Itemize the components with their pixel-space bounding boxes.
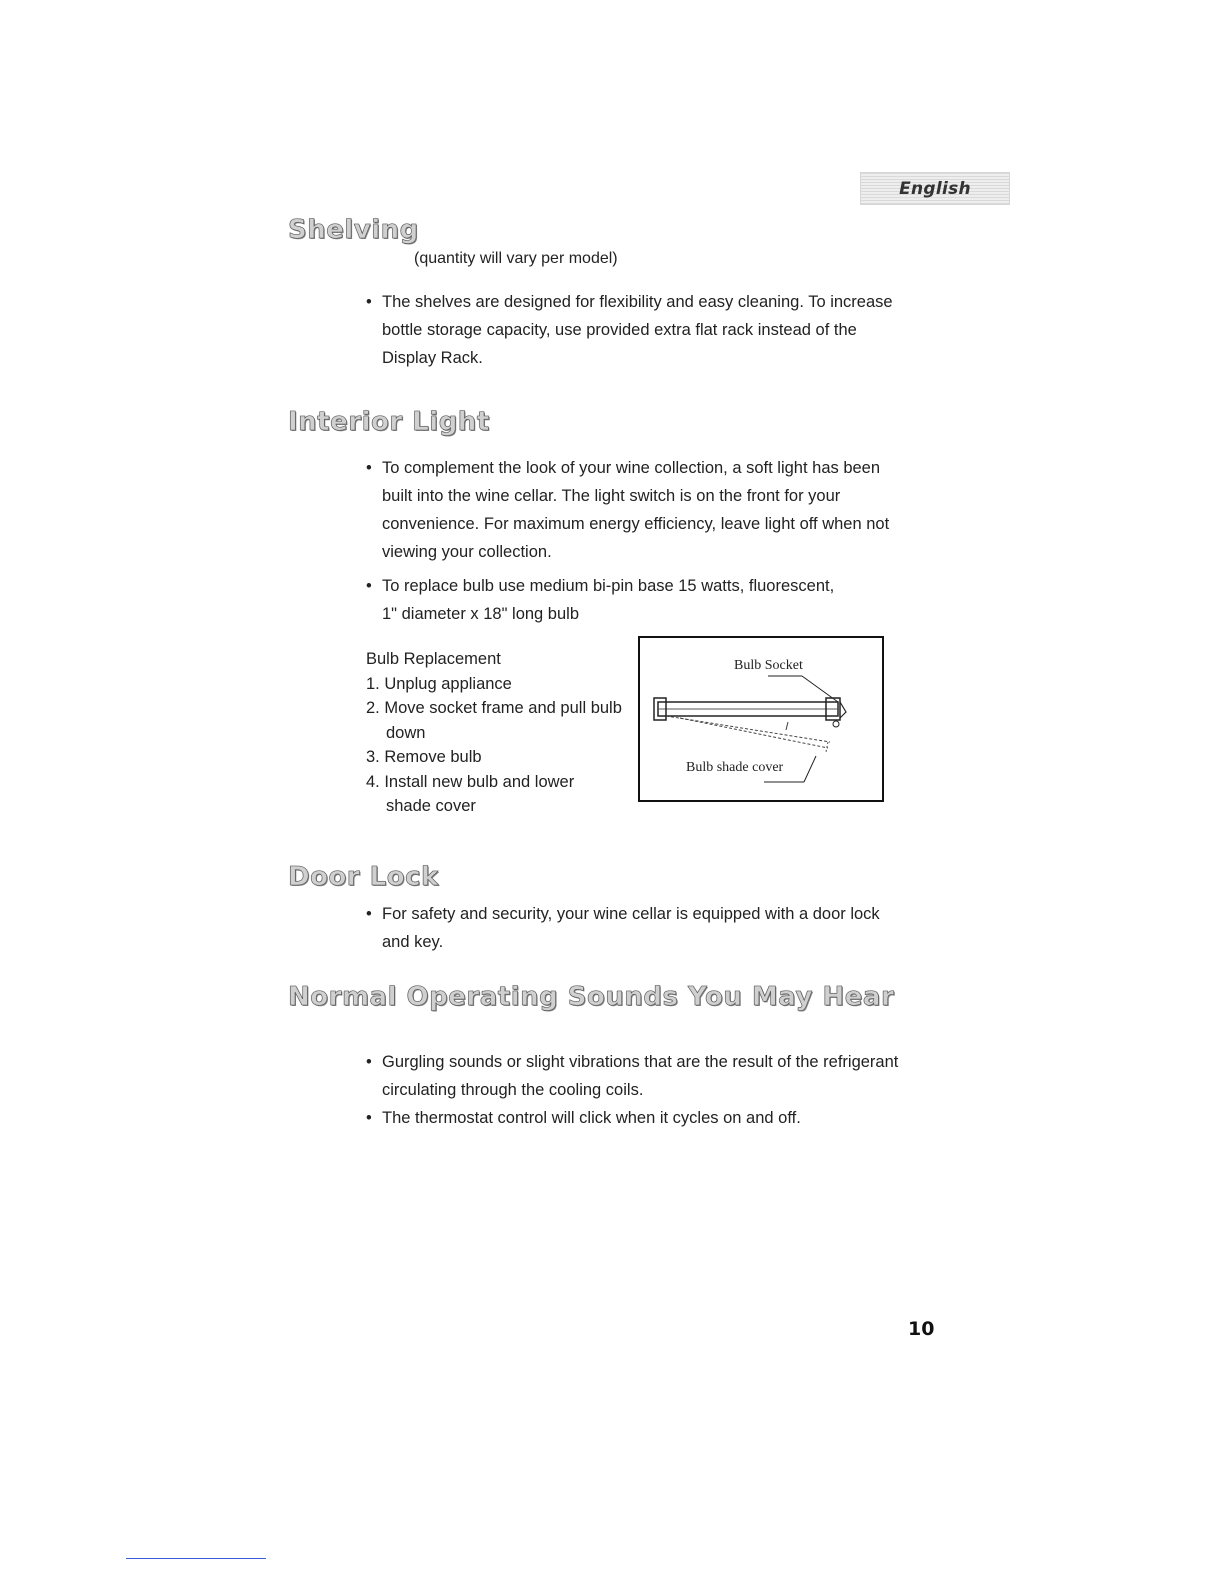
shelving-heading: Shelving	[288, 215, 419, 245]
interior-light-bullet-2: • To replace bulb use medium bi-pin base 15 watts, fluorescent, 1" diameter x 18" long bulb	[366, 572, 834, 628]
door-lock-bullet-1: • For safety and security, your wine cellar is equipped with a door lock and key.	[366, 900, 880, 956]
shelving-note: (quantity will vary per model)	[414, 250, 618, 267]
footer-rule	[126, 1558, 266, 1559]
shade-cover-edge	[826, 742, 828, 752]
shade-cover-tick	[786, 722, 788, 730]
language-tab: English	[860, 172, 1010, 205]
step-4-cont: shade cover	[386, 797, 476, 815]
bullet-dot: •	[366, 459, 372, 477]
shade-leader	[804, 756, 816, 782]
bulb-replacement-steps	[366, 647, 646, 819]
step-4: 4. Install new bulb and lower	[366, 772, 575, 791]
bullet-dot: •	[366, 577, 372, 595]
step-1: 1. Unplug appliance	[366, 674, 512, 693]
shelving-bullet-1: • The shelves are designed for flexibility and easy cleaning. To increase bottle storage capacity, use provided extra flat rack instead of the Display Rack.	[366, 288, 893, 372]
socket-leader	[802, 676, 838, 702]
sounds-heading: Normal Operating Sounds You May Hear	[288, 982, 895, 1012]
step-3: 3. Remove bulb	[366, 748, 482, 766]
interior-light-heading: Interior Light	[288, 407, 490, 437]
sounds-bullet-1: • Gurgling sounds or slight vibrations that are the result of the refrigerant circulating through the cooling coils.	[366, 1048, 898, 1104]
sounds-bullet-2: • The thermostat control will click when it cycles on and off.	[366, 1104, 801, 1132]
interior-light-bullet-1: • To complement the look of your wine collection, a soft light has been built into the wine cellar. The light switch is on the front for your convenience. For maximum energy efficiency, leave light off when not viewing your collection.	[366, 454, 889, 566]
step-2: 2. Move socket frame and pull bulb	[366, 699, 622, 717]
bullet-dot: •	[366, 293, 372, 311]
bulb-shade-cover-label: Bulb shade cover	[686, 760, 784, 775]
bulb-diagram	[638, 636, 884, 802]
bullet-dot: •	[366, 1053, 372, 1071]
door-lock-heading: Door Lock	[288, 862, 439, 892]
page-number: 10	[908, 1318, 935, 1340]
socket-pin	[833, 721, 839, 727]
socket-clip	[840, 702, 846, 718]
bullet-dot: •	[366, 905, 372, 923]
bulb-socket-label: Bulb Socket	[734, 658, 803, 673]
shade-cover-outline	[680, 718, 828, 748]
step-2-cont: down	[386, 723, 426, 742]
bullet-dot: •	[366, 1109, 372, 1127]
bulb-replacement-heading: Bulb Replacement	[366, 650, 501, 668]
